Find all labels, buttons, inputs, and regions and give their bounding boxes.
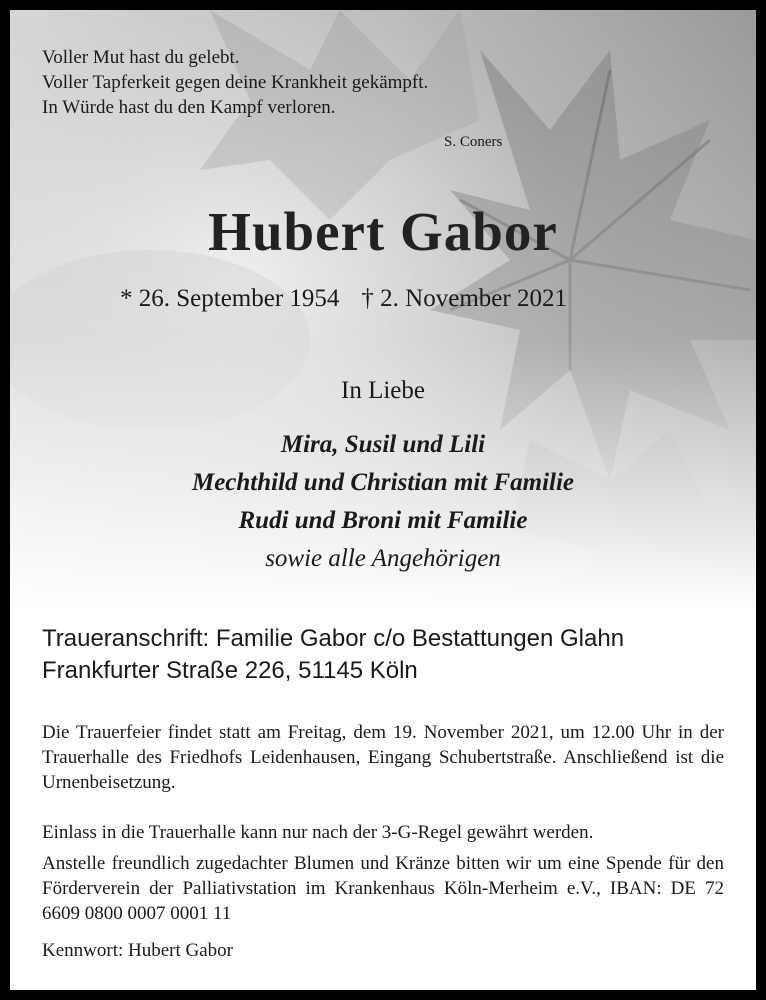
mourner-line: Mechthild und Christian mit Familie [191, 469, 575, 496]
mourner-line: sowie alle Angehörigen [265, 545, 501, 572]
address-line: Frankfurter Straße 226, 51145 Köln [42, 657, 418, 684]
death-date: † 2. November 2021 [361, 285, 567, 312]
poem-line: Voller Mut hast du gelebt. [42, 47, 240, 68]
deceased-name: Hubert Gabor [208, 201, 558, 262]
poem-line: In Würde hast du den Kampf verloren. [42, 97, 336, 118]
mourners-list [10, 426, 756, 578]
ceremony-paragraph: Die Trauerfeier findet statt am Freitag, dem 19. November 2021, um 12.00 Uhr in der Trauerhalle des Friedhofs Leidenhausen, Eingang Schubertstraße. Anschließend ist die Urnenbeisetzung. [42, 722, 724, 793]
birth-date: * 26. September 1954 [120, 285, 340, 312]
poem-author: S. Coners [444, 134, 503, 150]
mourning-address [42, 623, 624, 687]
entry-paragraph: Einlass in die Trauerhalle kann nur nach der 3-G-Regel gewährt werden. [42, 822, 594, 843]
poem [42, 45, 428, 120]
life-dates [120, 285, 567, 313]
donation-paragraph: Anstelle freundlich zugedachter Blumen und Kränze bitten wir um eine Spende für den Förderverein der Palliativstation im Krankenhaus Köln-Merheim e.V., IBAN: DE 72 6609 0800 0007 0001 11 [42, 853, 724, 924]
in-love-heading: In Liebe [341, 377, 425, 404]
mourner-line: Mira, Susil und Lili [280, 431, 486, 458]
poem-line: Voller Tapferkeit gegen deine Krankheit gekämpft. [42, 72, 429, 93]
keyword-line: Kennwort: Hubert Gabor [42, 940, 234, 961]
mourner-line: Rudi und Broni mit Familie [238, 507, 528, 534]
address-line: Traueranschrift: Familie Gabor c/o Bestattungen Glahn [42, 625, 625, 652]
